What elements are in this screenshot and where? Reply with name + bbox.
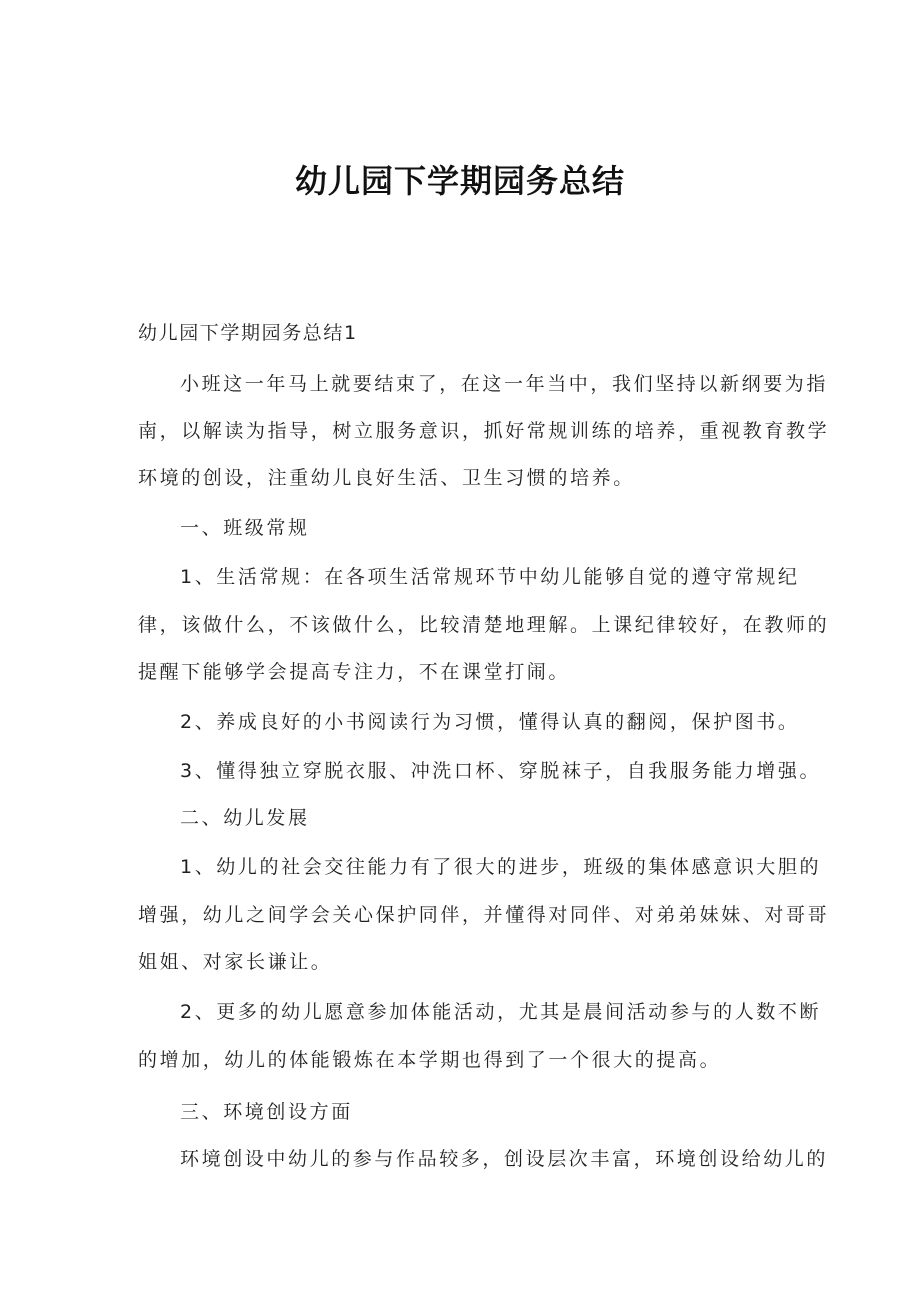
paragraph-line: 的增加，幼儿的体能锻炼在本学期也得到了一个很大的提高。 xyxy=(138,1049,722,1071)
paragraph-line: 律，该做什么，不该做什么，比较清楚地理解。上课纪律较好，在教师的 xyxy=(138,614,830,636)
paragraph-line: 南，以解读为指导，树立服务意识，抓好常规训练的培养，重视教育教学 xyxy=(138,420,830,442)
paragraph-line: 增强，幼儿之间学会关心保护同伴，并懂得对同伴、对弟弟妹妹、对哥哥 xyxy=(138,904,830,926)
paragraph-line: 1、生活常规：在各项生活常规环节中幼儿能够自觉的遵守常规纪 xyxy=(180,566,800,588)
paragraph-line: 环境创设中幼儿的参与作品较多，创设层次丰富，环境创设给幼儿的 xyxy=(180,1148,829,1170)
paragraph-line: 姐姐、对家长谦让。 xyxy=(138,951,333,973)
paragraph-line: 环境的创设，注重幼儿良好生活、卫生习惯的培养。 xyxy=(138,467,635,489)
paragraph-line: 3、懂得独立穿脱衣服、冲洗口杯、穿脱袜子，自我服务能力增强。 xyxy=(180,760,822,782)
paragraph-line: 2、更多的幼儿愿意参加体能活动，尤其是晨间活动参与的人数不断 xyxy=(180,1001,822,1023)
paragraph-line: 提醒下能够学会提高专注力，不在课堂打闹。 xyxy=(138,661,571,683)
paragraph-line: 1、幼儿的社会交往能力有了很大的进步，班级的集体感意识大胆的 xyxy=(180,856,822,878)
paragraph-line: 2、养成良好的小书阅读行为习惯，懂得认真的翻阅，保护图书。 xyxy=(180,711,800,733)
section-heading-article: 幼儿园下学期园务总结1 xyxy=(138,322,358,344)
section-heading: 三、环境创设方面 xyxy=(180,1101,353,1123)
document-title: 幼儿园下学期园务总结 xyxy=(294,162,625,200)
section-heading: 二、幼儿发展 xyxy=(180,807,310,829)
paragraph-line: 小班这一年马上就要结束了，在这一年当中，我们坚持以新纲要为指 xyxy=(180,373,829,395)
section-heading: 一、班级常规 xyxy=(180,517,310,539)
